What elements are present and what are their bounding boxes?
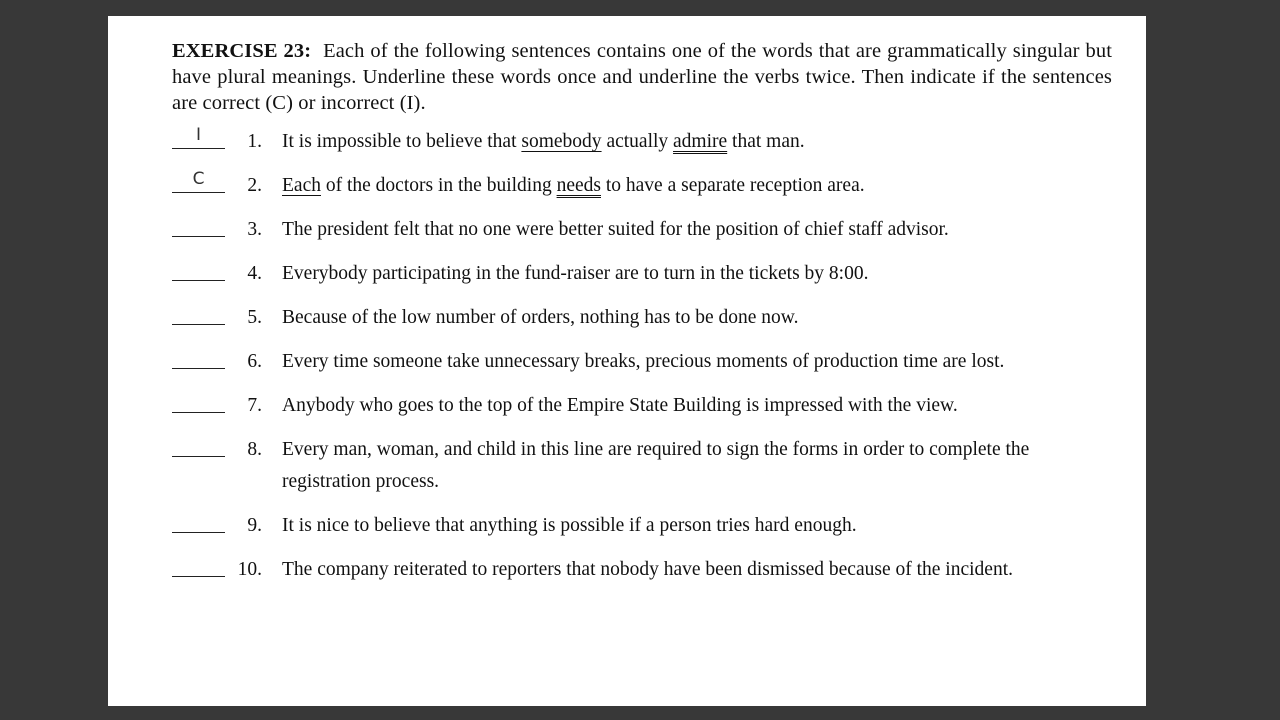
answer-blank-7[interactable] [172,390,225,413]
answer-blank-3[interactable] [172,214,225,237]
answer-blank-1[interactable]: I [172,126,225,149]
sentence-text-4: Everybody participating in the fund-raiser are to turn in the tickets by 8:00. [282,263,869,284]
answer-blank-5[interactable] [172,302,225,325]
exercise-content [172,38,1112,598]
sentence-item-4 [172,258,1112,290]
item-number-7: 7. [247,395,262,416]
sentence-item-10 [172,554,1112,586]
sentence-text-9: It is nice to believe that anything is possible if a person tries hard enough. [282,515,857,536]
sentence-text-2 [282,170,1112,202]
sentence-item-5 [172,302,1112,334]
item-number-5: 5. [247,307,262,328]
sentence-text-10: The company reiterated to reporters that nobody have been dismissed because of the incident. [282,559,1013,580]
exercise-label: EXERCISE 23: [172,40,312,62]
item-number-2: 2. [247,175,262,196]
sentence-2-verb: needs [556,175,601,196]
item-number-6: 6. [247,351,262,372]
document-page [108,16,1146,706]
sentence-list [172,126,1112,586]
sentence-1-pre: It is impossible to believe that [282,131,522,152]
answer-blank-2[interactable]: C [172,170,225,193]
exercise-instructions [172,38,1112,116]
sentence-text-5: Because of the low number of orders, nothing has to be done now. [282,307,799,328]
sentence-item-7 [172,390,1112,422]
item-number-3: 3. [247,219,262,240]
sentence-text-7: Anybody who goes to the top of the Empire State Building is impressed with the view. [282,395,958,416]
sentence-text-1 [282,126,1112,158]
sentence-item-2 [172,170,1112,202]
answer-blank-6[interactable] [172,346,225,369]
sentence-text-8: Every man, woman, and child in this line are required to sign the forms in order to complete the registration process. [282,439,1030,492]
sentence-item-3 [172,214,1112,246]
item-number-10: 10. [237,559,262,580]
sentence-2-mid: of the doctors in the building [320,175,557,196]
item-number-9: 9. [247,515,262,536]
sentence-text-6: Every time someone take unnecessary breaks, precious moments of production time are lost. [282,351,1005,372]
item-number-1: 1. [247,131,262,152]
sentence-item-8 [172,434,1112,498]
answer-blank-8[interactable] [172,434,225,457]
sentence-text-3: The president felt that no one were better suited for the position of chief staff advisor. [282,219,949,240]
answer-blank-10[interactable] [172,554,225,577]
item-number-8: 8. [247,439,262,460]
sentence-1-mid: actually [601,131,674,152]
answer-blank-9[interactable] [172,510,225,533]
sentence-2-singular-word: Each [282,175,321,196]
answer-blank-4[interactable] [172,258,225,281]
sentence-1-post: that man. [727,131,805,152]
sentence-1-verb: admire [673,131,728,152]
sentence-2-post: to have a separate reception area. [600,175,865,196]
sentence-item-6 [172,346,1112,378]
item-number-4: 4. [247,263,262,284]
sentence-item-1 [172,126,1112,158]
sentence-1-singular-word: somebody [521,131,602,152]
sentence-item-9 [172,510,1112,542]
exercise-instructions-text: Each of the following sentences contains one of the words that are grammatically singular but have plural meanings. Underline these words once and underline the verbs twice. Then indicate if the sentences are correct (C) or incorrect (I). [172,40,1113,114]
